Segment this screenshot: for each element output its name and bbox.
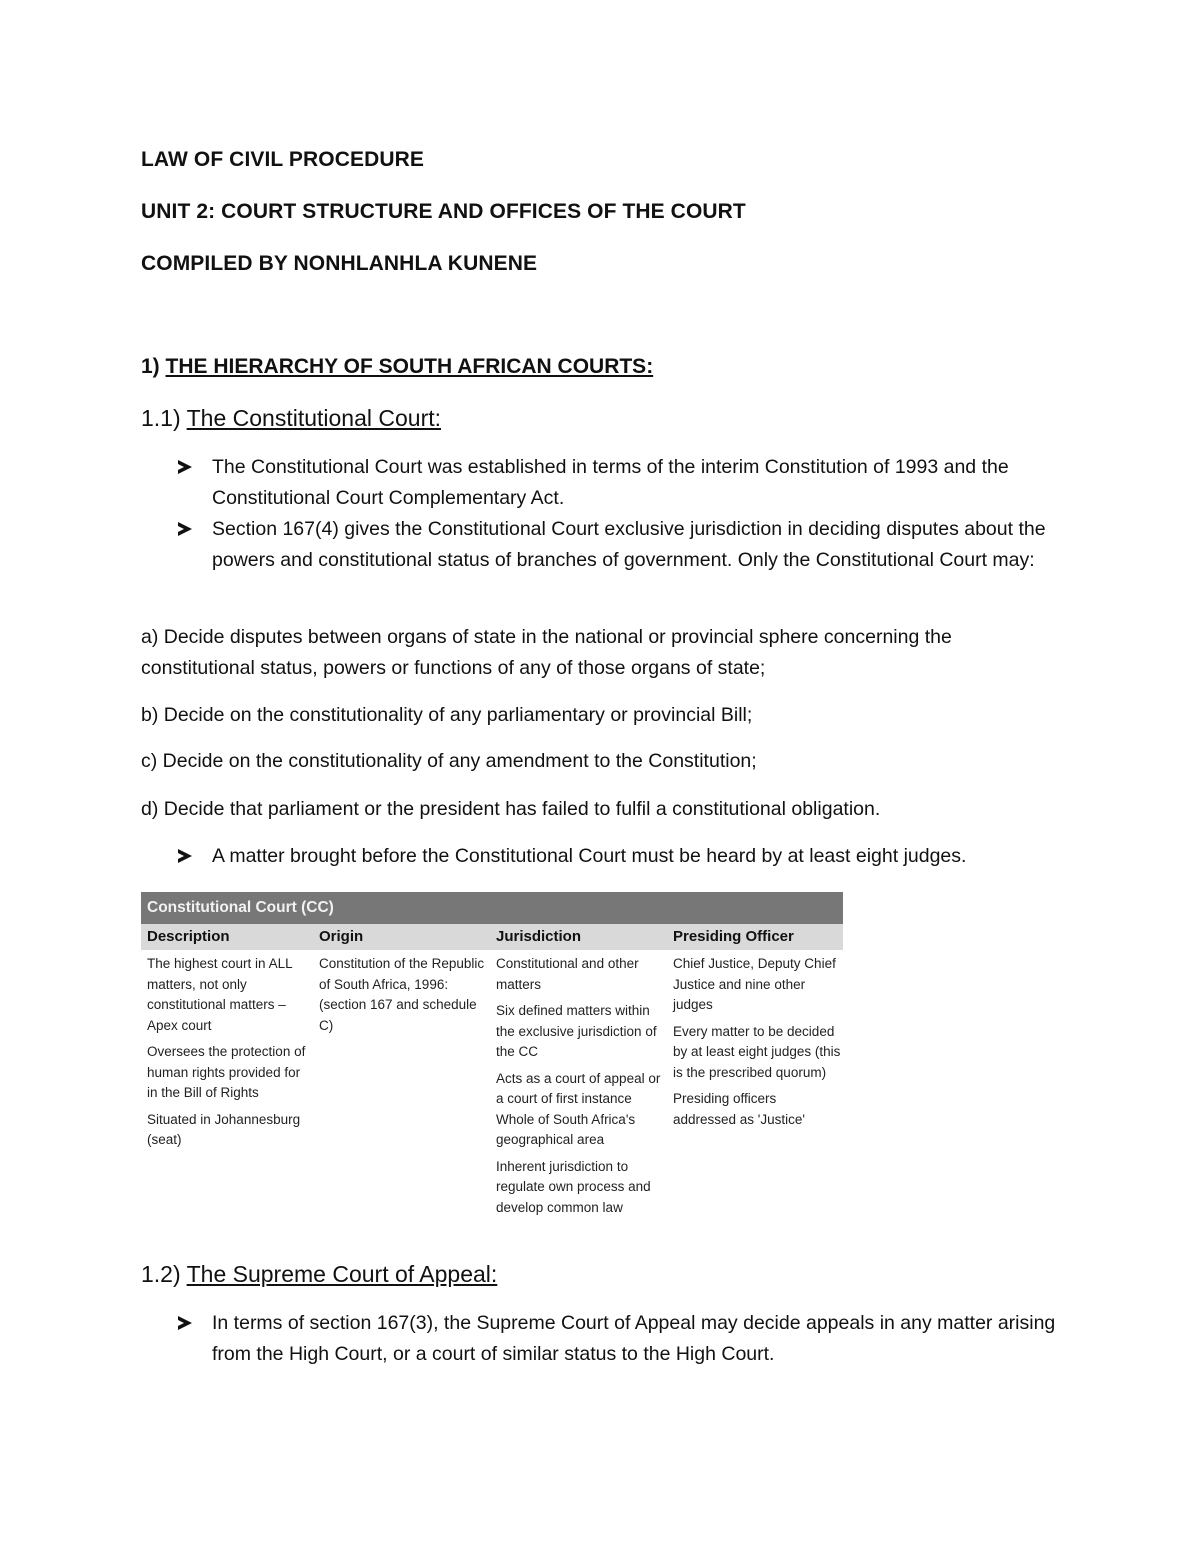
course-title: LAW OF CIVIL PROCEDURE <box>141 148 424 171</box>
bullet-text: In terms of section 167(3), the Supreme Court of Appeal may decide appeals in any matter arising from the High Court, or a court of similar status to the High Court. <box>212 1312 1056 1365</box>
subsection-title: The Supreme Court of Appeal: <box>186 1261 498 1287</box>
column-header: Presiding Officer <box>673 928 794 945</box>
subsection-heading-constitutional-court <box>141 405 441 432</box>
compiler-line: COMPILED BY NONHLANHLA KUNENE <box>141 252 538 275</box>
cell-text: Constitution of the Republic of South Africa, 1996: (section 167 and schedule C) <box>319 956 485 1033</box>
unit-title: UNIT 2: COURT STRUCTURE AND OFFICES OF THE COURT <box>141 200 746 223</box>
table-header-row <box>141 924 843 950</box>
arrow-bullet-icon <box>178 514 202 546</box>
list-item: c) Decide on the constitutionality of any amendment to the Constitution; <box>141 750 757 772</box>
list-item: d) Decide that parliament or the president has failed to fulfil a constitutional obligation. <box>141 798 881 820</box>
subsection-heading-supreme-court-of-appeal <box>141 1261 497 1288</box>
subsection-number: 1.1) <box>141 405 187 431</box>
bullet-text: A matter brought before the Constitutional Court must be heard by at least eight judges. <box>212 845 967 867</box>
subsection-number: 1.2) <box>141 1261 187 1287</box>
list-item: b) Decide on the constitutionality of any parliamentary or provincial Bill; <box>141 704 753 726</box>
cell-text: Presiding officers addressed as 'Justice' <box>673 1091 805 1127</box>
subsection-title: The Constitutional Court: <box>186 405 442 431</box>
arrow-bullet-icon <box>178 1308 202 1340</box>
origin-cell <box>313 954 490 1224</box>
column-header: Jurisdiction <box>496 928 582 945</box>
constitutional-court-table <box>141 892 843 1224</box>
column-header: Origin <box>319 928 364 945</box>
bullet-item <box>178 514 1058 576</box>
cell-text: Every matter to be decided by at least eight judges (this is the prescribed quorum) <box>673 1023 841 1080</box>
table-title: Constitutional Court (CC) <box>141 892 843 924</box>
cell-text: Constitutional and other matters <box>496 956 639 992</box>
list-item: a) Decide disputes between organs of state in the national or provincial sphere concerning the constitutional status, powers or functions of any of those organs of state; <box>141 626 952 679</box>
arrow-bullet-icon <box>178 841 202 873</box>
cell-text: Six defined matters within the exclusive jurisdiction of the CC <box>496 1003 657 1059</box>
cell-text: The highest court in ALL matters, not only constitutional matters – Apex court <box>147 956 293 1033</box>
column-header: Description <box>147 928 230 945</box>
cell-text: Oversees the protection of human rights provided for in the Bill of Rights <box>147 1044 306 1100</box>
cell-text: Acts as a court of appeal or a court of first instance Whole of South Africa's geographical area <box>496 1070 661 1147</box>
arrow-bullet-icon <box>178 452 202 484</box>
bullet-text: The Constitutional Court was established in terms of the interim Constitution of 1993 and the Constitutional Court Complementary Act. <box>212 456 1009 509</box>
presiding-officer-cell <box>667 954 843 1224</box>
cell-text: Chief Justice, Deputy Chief Justice and nine other judges <box>673 956 836 1012</box>
table-row <box>141 950 843 1224</box>
section-number: 1) <box>141 355 166 378</box>
description-cell <box>141 954 313 1224</box>
cell-text: Situated in Johannesburg (seat) <box>147 1111 301 1147</box>
section-heading <box>141 355 653 379</box>
section-title: THE HIERARCHY OF SOUTH AFRICAN COURTS: <box>165 355 654 378</box>
jurisdiction-cell <box>490 954 667 1224</box>
bullet-item <box>178 841 1078 872</box>
cell-text: Inherent jurisdiction to regulate own process and develop common law <box>496 1158 651 1215</box>
bullet-item <box>178 1308 1058 1370</box>
bullet-text: Section 167(4) gives the Constitutional Court exclusive jurisdiction in deciding disputes about the powers and constitutional status of branches of government. Only the Constitutional Court may: <box>212 518 1046 571</box>
bullet-item <box>178 452 1058 514</box>
